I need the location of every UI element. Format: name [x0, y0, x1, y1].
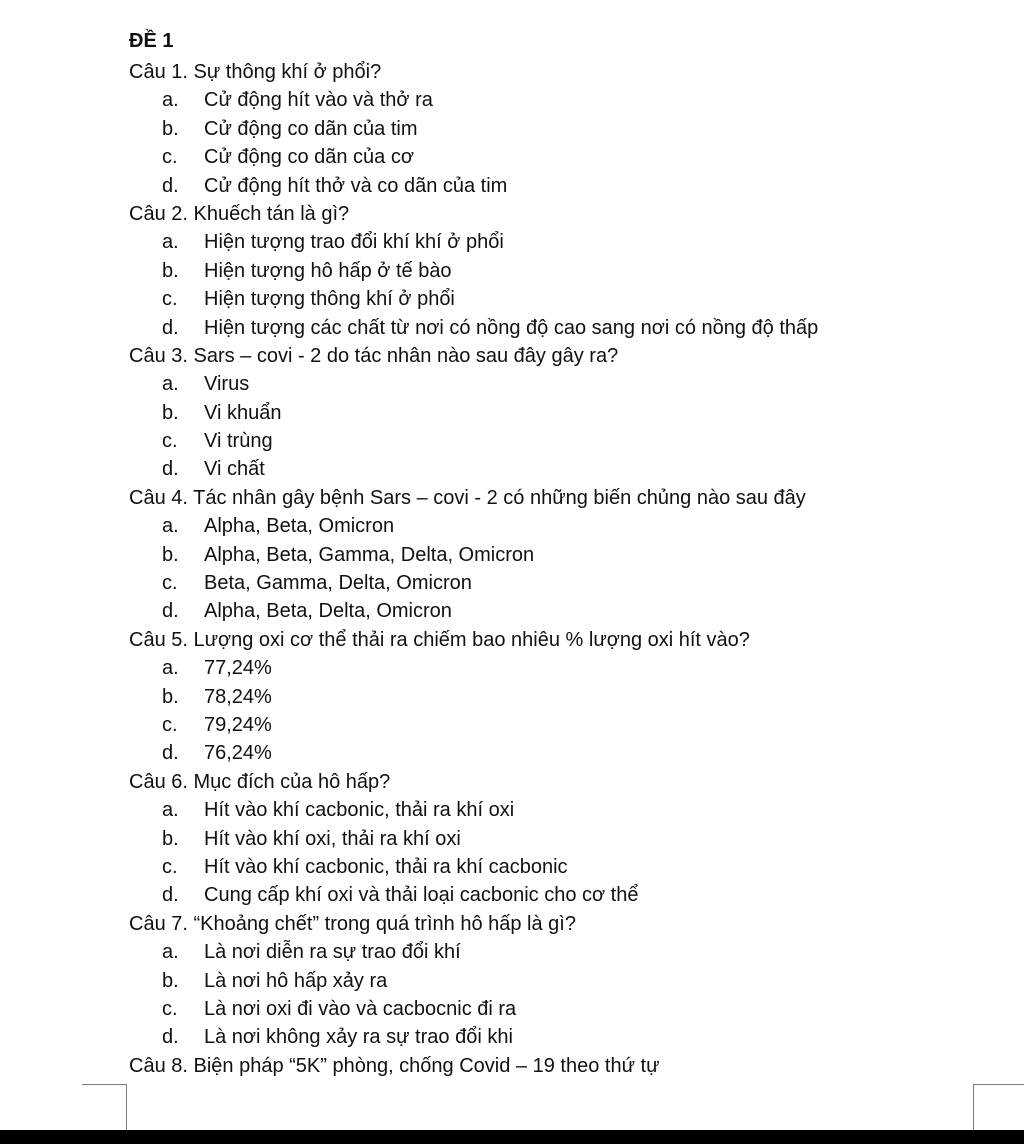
- option-text: 79,24%: [204, 713, 272, 736]
- question-4-option: [129, 541, 1009, 569]
- question-7-option: [129, 938, 1009, 966]
- question-7-option: [129, 995, 1009, 1023]
- option-text: Hiện tượng các chất từ nơi có nồng độ cao sang nơi có nồng độ thấp: [204, 316, 819, 339]
- option-letter: a.: [162, 373, 179, 396]
- option-letter: c.: [162, 146, 178, 169]
- option-letter: a.: [162, 941, 179, 964]
- question-2: Câu 2. Khuếch tán là gì?: [129, 202, 350, 225]
- option-text: Vi khuẩn: [204, 401, 282, 424]
- option-text: Cung cấp khí oxi và thải loại cacbonic cho cơ thể: [204, 884, 639, 907]
- option-text: Hiện tượng trao đổi khí khí ở phổi: [204, 231, 504, 254]
- question-5-option: [129, 654, 1009, 682]
- option-text: Vi trùng: [204, 430, 273, 453]
- option-letter: b.: [162, 685, 179, 708]
- option-text: Là nơi diễn ra sự trao đổi khí: [204, 941, 461, 964]
- option-letter: c.: [162, 430, 178, 453]
- question-6-option: [129, 825, 1009, 853]
- option-letter: c.: [162, 713, 178, 736]
- question-6-option: [129, 853, 1009, 881]
- option-letter: c.: [162, 288, 178, 311]
- option-letter: d.: [162, 1026, 179, 1049]
- option-letter: b.: [162, 117, 179, 140]
- option-letter: d.: [162, 600, 179, 623]
- question-4-option: [129, 597, 1009, 625]
- option-text: Alpha, Beta, Gamma, Delta, Omicron: [204, 543, 535, 566]
- question-4: Câu 4. Tác nhân gây bệnh Sars – covi - 2 có những biến chủng nào sau đây: [129, 486, 806, 509]
- option-text: Alpha, Beta, Delta, Omicron: [204, 600, 452, 623]
- option-letter: a.: [162, 515, 179, 538]
- option-letter: b.: [162, 827, 179, 850]
- option-letter: b.: [162, 543, 179, 566]
- option-letter: d.: [162, 316, 179, 339]
- option-letter: b.: [162, 969, 179, 992]
- question-6-option: [129, 881, 1009, 909]
- option-text: 78,24%: [204, 685, 272, 708]
- option-text: 76,24%: [204, 742, 272, 765]
- option-letter: d.: [162, 742, 179, 765]
- question-5-option: [129, 711, 1009, 739]
- option-letter: c.: [162, 855, 178, 878]
- question-5-option: [129, 683, 1009, 711]
- option-text: Vi chất: [204, 458, 265, 481]
- option-letter: c.: [162, 572, 178, 595]
- option-text: Cử động hít vào và thở ra: [204, 89, 433, 112]
- option-letter: a.: [162, 799, 179, 822]
- question-2-option: [129, 257, 1009, 285]
- option-text: Cử động co dãn của cơ: [204, 146, 414, 169]
- option-letter: c.: [162, 997, 178, 1020]
- question-2-option: [129, 285, 1009, 313]
- option-letter: b.: [162, 259, 179, 282]
- question-3-option: [129, 427, 1009, 455]
- document-title: ĐỀ 1: [129, 30, 174, 52]
- question-8: Câu 8. Biện pháp “5K” phòng, chống Covid – 19 theo thứ tự: [129, 1054, 660, 1077]
- question-5: Câu 5. Lượng oxi cơ thể thải ra chiếm bao nhiêu % lượng oxi hít vào?: [129, 628, 750, 651]
- bottom-bar: [0, 1130, 1024, 1144]
- option-text: Hít vào khí cacbonic, thải ra khí oxi: [204, 799, 515, 822]
- option-letter: b.: [162, 401, 179, 424]
- option-letter: d.: [162, 458, 179, 481]
- question-1-option: [129, 86, 1009, 114]
- page-margin-marker-right: [973, 1084, 1024, 1131]
- question-7-option: [129, 967, 1009, 995]
- question-6-option: [129, 796, 1009, 824]
- option-text: Là nơi oxi đi vào và cacbocnic đi ra: [204, 997, 517, 1020]
- question-2-option: [129, 314, 1009, 342]
- option-letter: a.: [162, 657, 179, 680]
- option-letter: a.: [162, 89, 179, 112]
- option-text: Là nơi hô hấp xảy ra: [204, 969, 388, 992]
- option-text: Hít vào khí oxi, thải ra khí oxi: [204, 827, 461, 850]
- question-list: [129, 58, 1009, 1080]
- question-4-option: [129, 569, 1009, 597]
- question-7: Câu 7. “Khoảng chết” trong quá trình hô hấp là gì?: [129, 912, 576, 935]
- question-1-option: [129, 115, 1009, 143]
- question-1: Câu 1. Sự thông khí ở phổi?: [129, 61, 382, 83]
- question-2-option: [129, 228, 1009, 256]
- question-3-option: [129, 455, 1009, 483]
- option-text: Hiện tượng thông khí ở phổi: [204, 288, 455, 311]
- question-6: Câu 6. Mục đích của hô hấp?: [129, 770, 391, 793]
- page-margin-marker-left: [82, 1084, 127, 1131]
- option-text: Hiện tượng hô hấp ở tế bào: [204, 259, 452, 282]
- question-4-option: [129, 512, 1009, 540]
- option-text: 77,24%: [204, 657, 272, 680]
- option-text: Cử động hít thở và co dãn của tim: [204, 174, 508, 197]
- question-3-option: [129, 399, 1009, 427]
- question-3: Câu 3. Sars – covi - 2 do tác nhân nào sau đây gây ra?: [129, 344, 619, 367]
- option-letter: a.: [162, 231, 179, 254]
- option-text: Hít vào khí cacbonic, thải ra khí cacbonic: [204, 855, 568, 878]
- option-letter: d.: [162, 884, 179, 907]
- question-5-option: [129, 739, 1009, 767]
- option-text: Cử động co dãn của tim: [204, 117, 418, 140]
- option-text: Virus: [204, 373, 250, 396]
- question-3-option: [129, 370, 1009, 398]
- question-1-option: [129, 143, 1009, 171]
- option-text: Alpha, Beta, Omicron: [204, 515, 395, 538]
- question-1-option: [129, 172, 1009, 200]
- option-letter: d.: [162, 174, 179, 197]
- question-7-option: [129, 1023, 1009, 1051]
- option-text: Beta, Gamma, Delta, Omicron: [204, 572, 472, 595]
- option-text: Là nơi không xảy ra sự trao đổi khi: [204, 1026, 513, 1049]
